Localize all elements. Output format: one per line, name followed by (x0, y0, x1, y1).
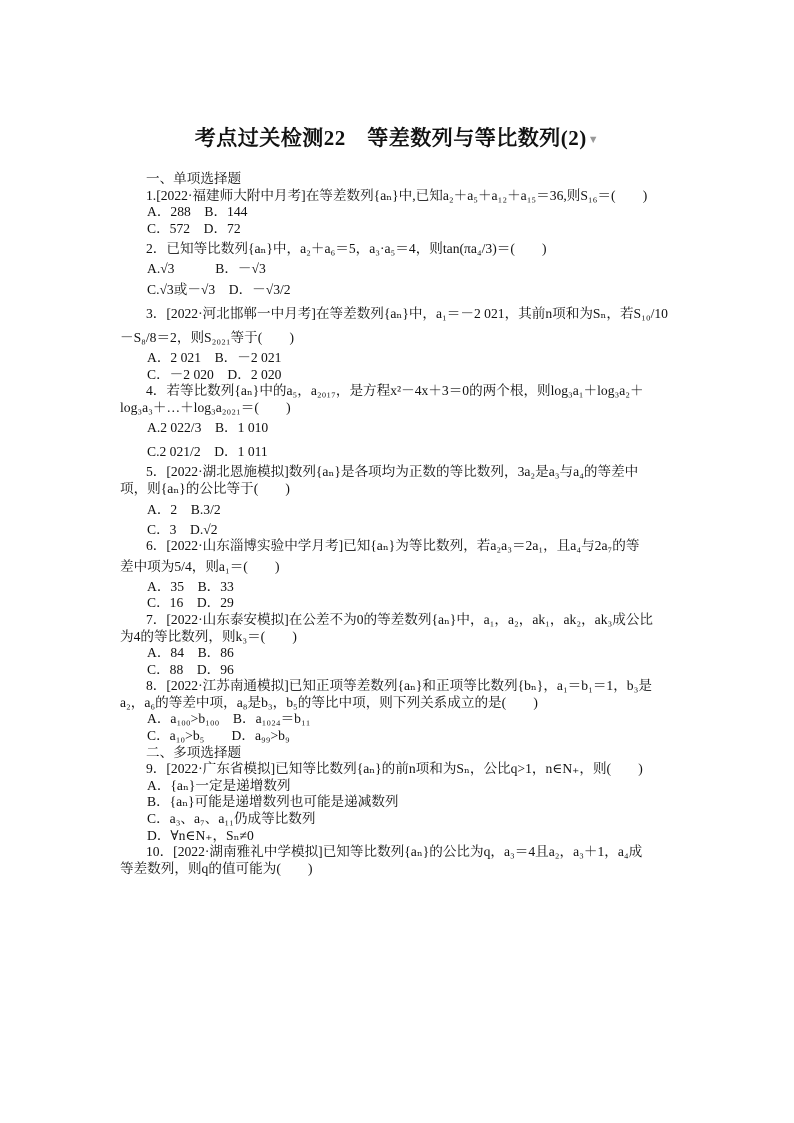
options-line: C．－2 020 D．2 020 (147, 366, 282, 382)
question-7-cont: 为4的等比数列，则k₃＝( ) (120, 628, 297, 644)
options-line: A.√3 B．－√3 (147, 261, 266, 277)
options-line: A．{aₙ}一定是递增数列 (147, 777, 291, 793)
page-title: 考点过关检测22 等差数列与等比数列(2)▼ (194, 126, 600, 150)
options-line: C．a₁₀>b₅ D．a₉₉>b₉ (147, 728, 290, 744)
options-line: C．572 D．72 (147, 220, 241, 236)
question-4: 4．若等比数列{aₙ}中的a₅，a₂₀₁₇，是方程x²－4x＋3＝0的两个根，则log₃a₁＋log₃a₂＋ (146, 383, 644, 399)
question-7: 7．[2022·山东泰安模拟]在公差不为0的等差数列{aₙ}中，a₁，a₂，ak₁，ak₂，ak₃成公比 (146, 611, 654, 627)
options-line: D．∀n∈N₊，Sₙ≠0 (147, 827, 254, 843)
options-line: A．84 B．86 (147, 645, 234, 661)
options-line: B．{aₙ}可能是递增数列也可能是递减数列 (147, 794, 399, 810)
options-line: C.√3或－√3 D．－√3/2 (147, 281, 291, 297)
question-6: 6．[2022·山东淄博实验中学月考]已知{aₙ}为等比数列，若a₂a₃＝2a₁，且a₄与2a₇的等 (146, 538, 640, 554)
section-heading: 二、多项选择题 (146, 744, 242, 760)
dropdown-triangle-icon: ▼ (587, 134, 600, 147)
question-10: 10．[2022·湖南雅礼中学模拟]已知等比数列{aₙ}的公比为q，a₃＝4且a₂，a₃＋1，a₄成 (146, 844, 643, 860)
question-8-cont: a₂，a₆的等差中项，a₈是b₃，b₅的等比中项，则下列关系成立的是( ) (120, 694, 538, 710)
options-line: C．a₃、a₇、a₁₁仍成等比数列 (147, 811, 316, 827)
options-line: C．88 D．96 (147, 661, 234, 677)
question-2: 2．已知等比数列{aₙ}中，a₂＋a₆＝5，a₃·a₅＝4，则tan(πa₄/3)＝( ) (146, 241, 547, 257)
question-9: 9．[2022·广东省模拟]已知等比数列{aₙ}的前n项和为Sₙ，公比q>1，n∈N₊，则( ) (146, 761, 643, 777)
options-line: C.2 021/2 D．1 011 (147, 444, 268, 460)
question-3: 3．[2022·河北邯郸一中月考]在等差数列{aₙ}中，a₁＝－2 021，其前n项和为Sₙ，若S₁₀/10 (146, 305, 668, 321)
question-6-cont: 差中项为5/4，则a₁＝( ) (120, 558, 280, 574)
options-line: A．35 B．33 (147, 578, 234, 594)
question-8: 8．[2022·江苏南通模拟]已知正项等差数列{aₙ}和正项等比数列{bₙ}，a₁＝b₁＝1，b₃是 (146, 678, 652, 694)
section-heading: 一、单项选择题 (146, 171, 242, 186)
options-line: A．2 021 B．－2 021 (147, 349, 282, 365)
question-1: 1.[2022·福建师大附中月考]在等差数列{aₙ}中,已知a₂＋a₅＋a₁₂＋a₁₅＝36,则S₁₆＝( ) (146, 187, 648, 203)
question-4-cont: log₃a₃＋…＋log₃a₂₀₂₁＝( ) (120, 399, 291, 415)
question-list (120, 171, 676, 877)
options-line: A．288 B．144 (147, 204, 248, 220)
options-line: A．a₁₀₀>b₁₀₀ B．a₁₀₂₄＝b₁₁ (147, 711, 311, 727)
options-line: A.2 022/3 B．1 010 (147, 420, 269, 436)
options-line: C．3 D.√2 (147, 521, 218, 537)
question-3-cont: －S₈/8＝2，则S₂₀₂₁等于( ) (120, 329, 294, 345)
options-line: A．2 B.3/2 (147, 501, 221, 517)
question-5: 5．[2022·湖北恩施模拟]数列{aₙ}是各项均为正数的等比数列，3a₂是a₃与a₄的等差中 (146, 464, 639, 480)
question-10-cont: 等差数列，则q的值可能为( ) (120, 860, 313, 876)
question-5-cont: 项，则{aₙ}的公比等于( ) (120, 480, 290, 496)
options-line: C．16 D．29 (147, 595, 234, 611)
